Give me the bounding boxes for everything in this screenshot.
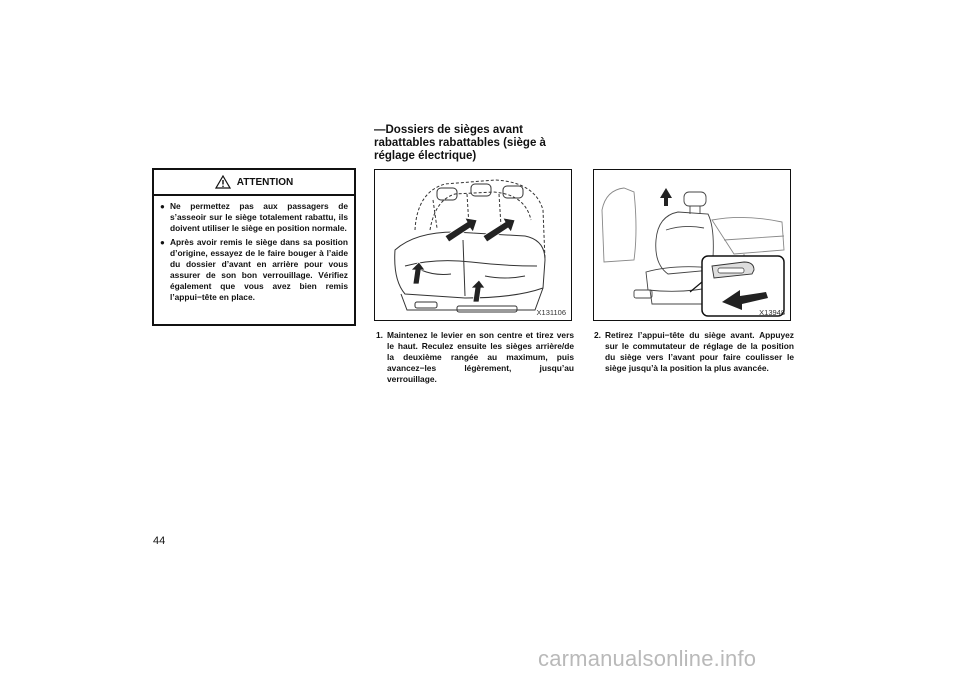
- section-title: —Dossiers de sièges avant rabattables rabattables (siège à réglage électrique): [374, 124, 546, 162]
- rear-seat-illustration: [375, 170, 571, 320]
- attention-item: [160, 237, 348, 303]
- attention-header: [154, 170, 354, 196]
- attention-body: [154, 196, 354, 303]
- figure-code: X13948: [759, 308, 785, 317]
- attention-title: ATTENTION: [236, 176, 294, 188]
- figure-rear-seats: [374, 169, 572, 321]
- step-text: Retirez l’appui−tête du siège avant. Appuyez sur le commutateur de réglage de la position du siège vers l’avant pour faire coulisser le siège jusqu’à la position la plus avancée.: [605, 330, 794, 373]
- attention-box: [152, 168, 356, 326]
- step-1: [376, 330, 574, 385]
- figure-front-seat: [593, 169, 791, 321]
- warning-triangle-icon: [215, 175, 231, 189]
- step-number: 2.: [594, 330, 601, 340]
- watermark: carmanualsonline.info: [538, 646, 757, 671]
- step-text: Maintenez le levier en son centre et tirez vers le haut. Reculez ensuite les sièges arrière/de la deuxième rangée au maximum, puis avancez−les légèrement, jusqu’au verrouillage.: [387, 330, 574, 384]
- attention-item: [160, 201, 348, 234]
- page-number: 44: [153, 535, 166, 547]
- attention-item-text: Ne permettez pas aux passagers de s’asseoir sur le siège totalement rabattu, ils doivent utiliser le siège en position normale.: [170, 201, 348, 233]
- bullet-icon: ●: [160, 238, 165, 247]
- attention-item-text: Après avoir remis le siège dans sa position d’origine, essayez de le faire bouger à l’aide du dossier d’avant en arrière pour vous assurer de son bon verrouillage. Vérifiez également que vous avez bien remis l’appui−tête en place.: [170, 237, 348, 302]
- bullet-icon: ●: [160, 202, 165, 211]
- step-number: 1.: [376, 330, 383, 340]
- figure-code: X131106: [536, 308, 566, 317]
- front-seat-illustration: [594, 170, 790, 320]
- step-2: [594, 330, 794, 374]
